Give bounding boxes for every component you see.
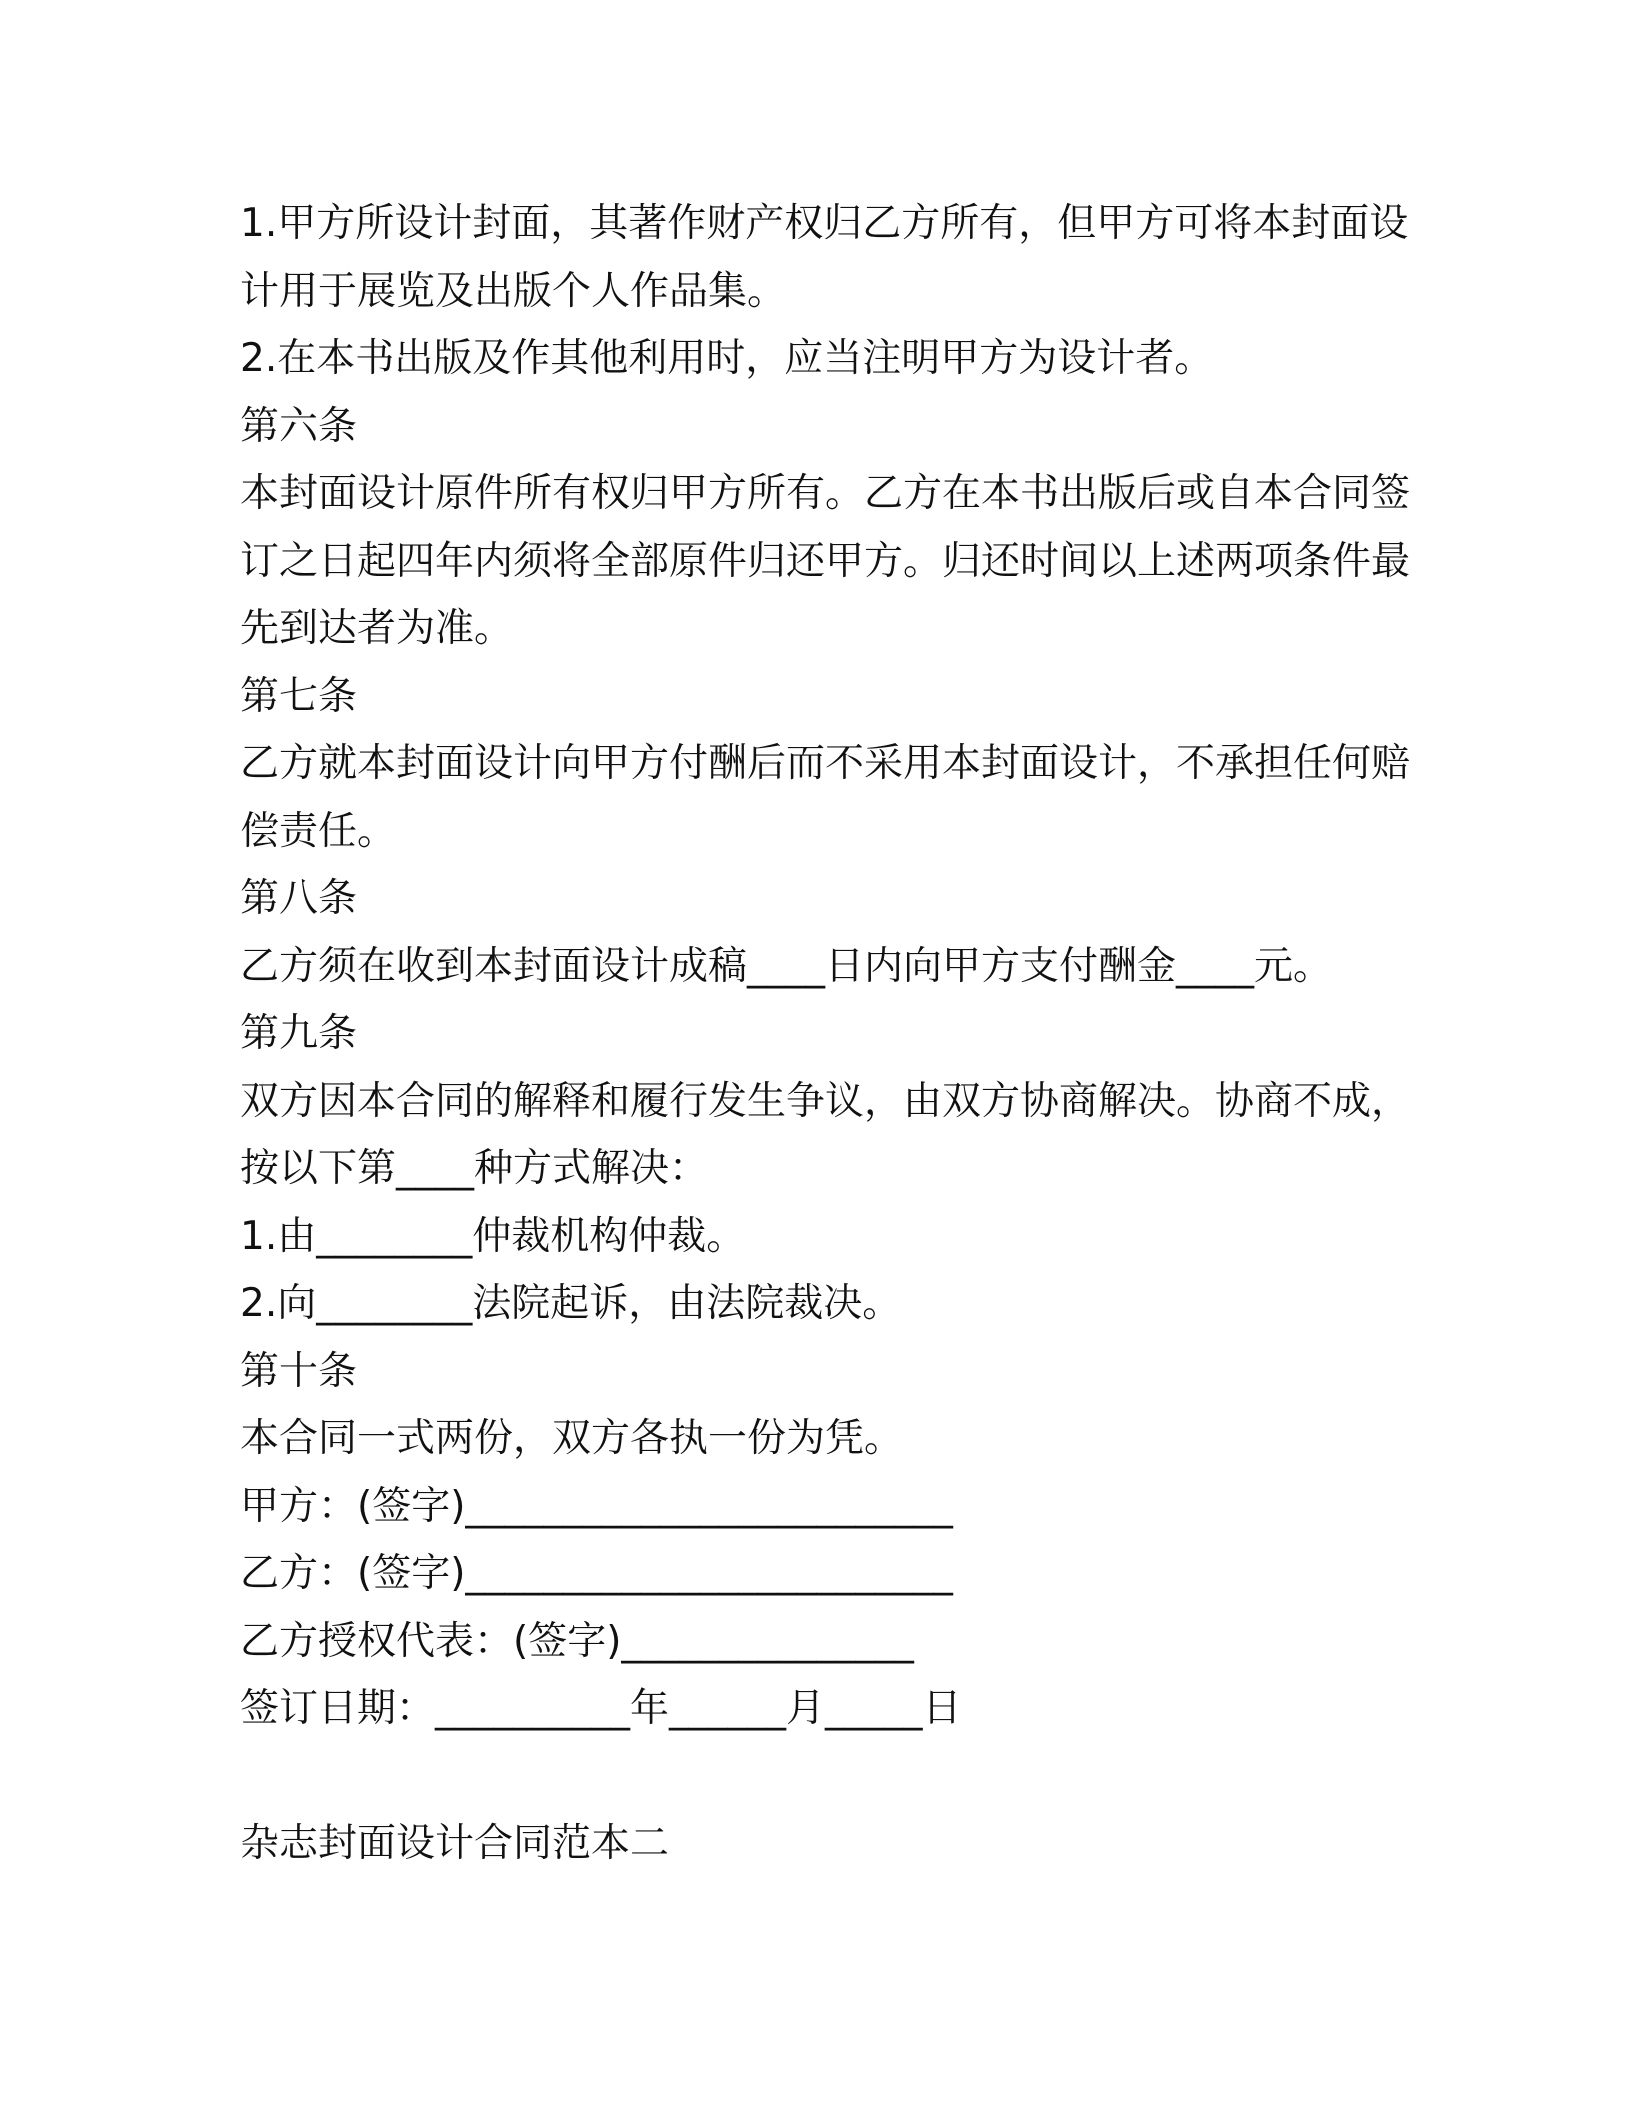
- document-body: [240, 190, 1411, 1878]
- clause-text: 偿责任。: [240, 808, 397, 854]
- article-heading: 第十条: [240, 1348, 358, 1394]
- clause-text: 订之日起四年内须将全部原件归还甲方。归还时间以上述两项条件最: [240, 538, 1411, 584]
- signature-line-party-b: 乙方：(签字)_________________________: [240, 1551, 953, 1596]
- signature-line-party-a: 甲方：(签字)_________________________: [240, 1483, 953, 1529]
- article-heading: 第八条: [240, 876, 358, 921]
- article-heading: 第九条: [240, 1011, 358, 1056]
- clause-text: 2.在本书出版及作其他利用时，应当注明甲方为设计者。: [240, 336, 1214, 381]
- clause-text: 计用于展览及出版个人作品集。: [240, 268, 787, 314]
- article-heading: 第六条: [240, 403, 358, 449]
- clause-text: 双方因本合同的解释和履行发生争议，由双方协商解决。协商不成，: [240, 1078, 1411, 1124]
- clause-text: 先到达者为准。: [240, 606, 514, 651]
- signature-line-representative: 乙方授权代表：(签字)_______________: [240, 1618, 914, 1664]
- clause-text: 1.甲方所设计封面，其著作财产权归乙方所有，但甲方可将本封面设: [240, 201, 1409, 246]
- clause-text: 乙方就本封面设计向甲方付酬后而不采用本封面设计，不承担任何赔: [240, 741, 1411, 786]
- spacer: [240, 1743, 1390, 1811]
- clause-text: 2.向________法院起诉，由法院裁决。: [240, 1281, 902, 1326]
- article-heading: 第七条: [240, 673, 358, 719]
- clause-text: 1.由________仲裁机构仲裁。: [240, 1213, 746, 1259]
- clause-text: 本封面设计原件所有权归甲方所有。乙方在本书出版后或自本合同签: [240, 471, 1411, 516]
- clause-text: 乙方须在收到本封面设计成稿____日内向甲方支付酬金____元。: [240, 943, 1333, 989]
- clause-text: 按以下第____种方式解决：: [240, 1146, 709, 1191]
- clause-text: 本合同一式两份，双方各执一份为凭。: [240, 1416, 904, 1461]
- next-section-title: 杂志封面设计合同范本二: [240, 1821, 670, 1866]
- signing-date-line: 签订日期：__________年______月_____日: [240, 1686, 962, 1731]
